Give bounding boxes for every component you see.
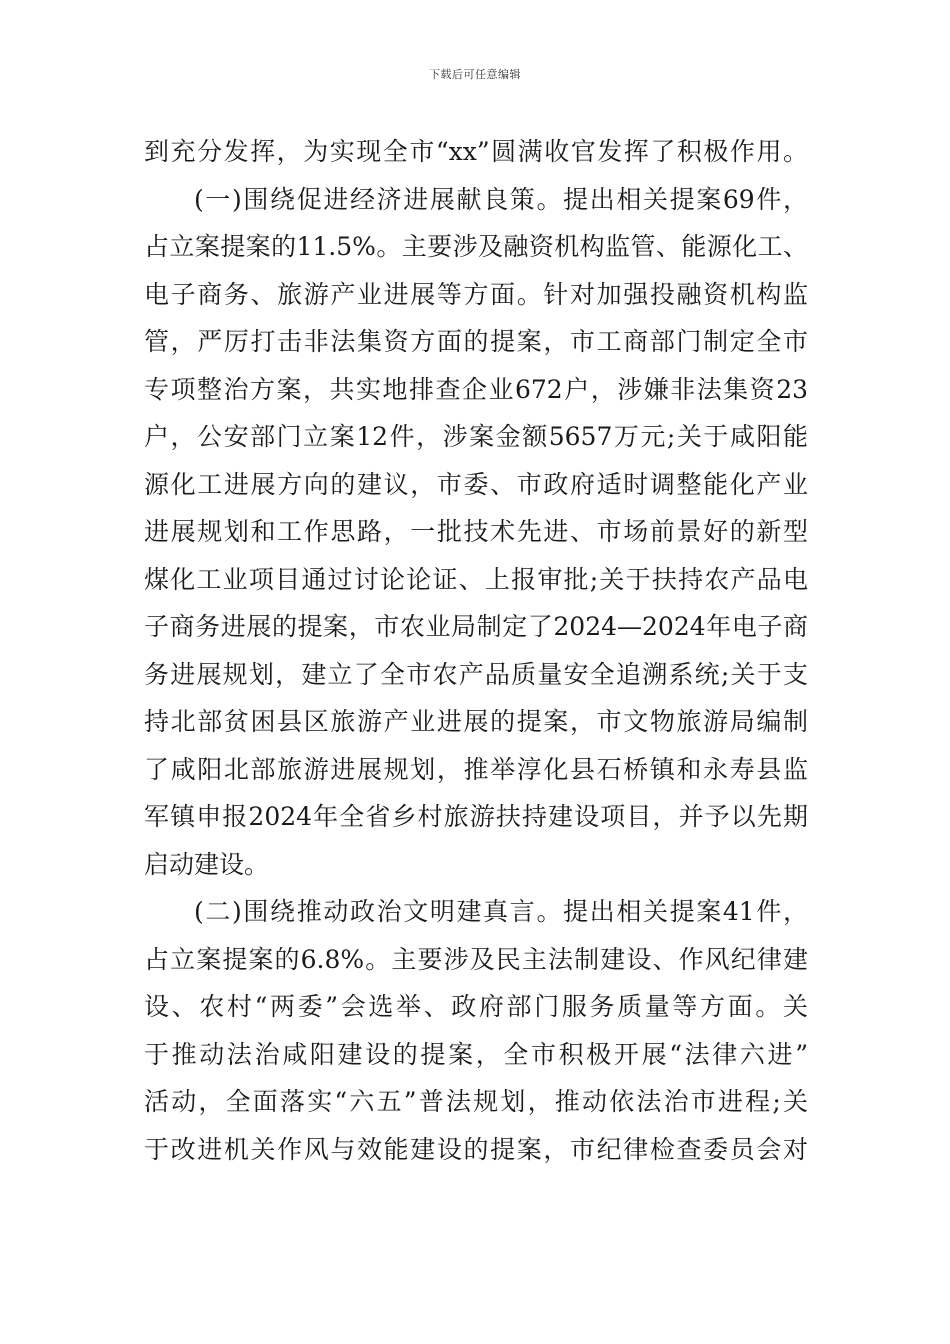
text-line: 管，严厉打击非法集资方面的提案，市工商部门制定全市 (144, 327, 808, 356)
text-line: 占立案提案的6.8%。主要涉及民主法制建设、作风纪律建 (144, 944, 808, 974)
text-line: 源化工进展方向的建议，市委、市政府适时调整能化产业 (144, 469, 808, 499)
text-line: 活动，全面落实“六五”普法规划，推动依法治市进程;关 (144, 1087, 808, 1116)
text-line: 电子商务、旅游产业进展等方面。针对加强投融资机构监 (144, 279, 808, 309)
text-line: 于推动法治咸阳建设的提案，全市积极开展“法律六进” (144, 1039, 808, 1069)
text-line: 户，公安部门立案12件，涉案金额5657万元;关于咸阳能 (144, 422, 808, 451)
text-line: 到充分发挥，为实现全市“xx”圆满收官发挥了积极作用。 (144, 137, 808, 166)
document-body (144, 128, 808, 1173)
text-line: 了咸阳北部旅游进展规划，推举淳化县石桥镇和永寿县监 (144, 754, 808, 784)
text-line: 于改进机关作风与效能建设的提案，市纪律检查委员会对 (144, 1134, 808, 1164)
text-line: 持北部贫困县区旅游产业进展的提案，市文物旅游局编制 (144, 707, 808, 736)
text-line: 军镇申报2024年全省乡村旅游扶持建设项目，并予以先期 (144, 802, 808, 831)
paragraph-heading-line: (一)围绕促进经济进展献良策。提出相关提案69件， (194, 184, 808, 214)
text-line: 设、农村“两委”会选举、政府部门服务质量等方面。关 (144, 992, 808, 1021)
text-line: 务进展规划，建立了全市农产品质量安全追溯系统;关于支 (144, 659, 808, 689)
text-line: 占立案提案的11.5%。主要涉及融资机构监管、能源化工、 (144, 232, 808, 261)
text-line: 专项整治方案，共实地排查企业672户，涉嫌非法集资23 (144, 374, 808, 404)
text-line: 煤化工业项目通过讨论论证、上报审批;关于扶持农产品电 (144, 564, 808, 594)
paragraph-heading-line: (二)围绕推动政治文明建真言。提出相关提案41件， (194, 897, 808, 926)
text-line: 子商务进展的提案，市农业局制定了2024—2024年电子商 (144, 612, 808, 641)
text-line: 进展规划和工作思路，一批技术先进、市场前景好的新型 (144, 517, 808, 546)
page-header: 下载后可任意编辑 (429, 68, 521, 81)
text-line: 启动建设。 (144, 849, 270, 879)
